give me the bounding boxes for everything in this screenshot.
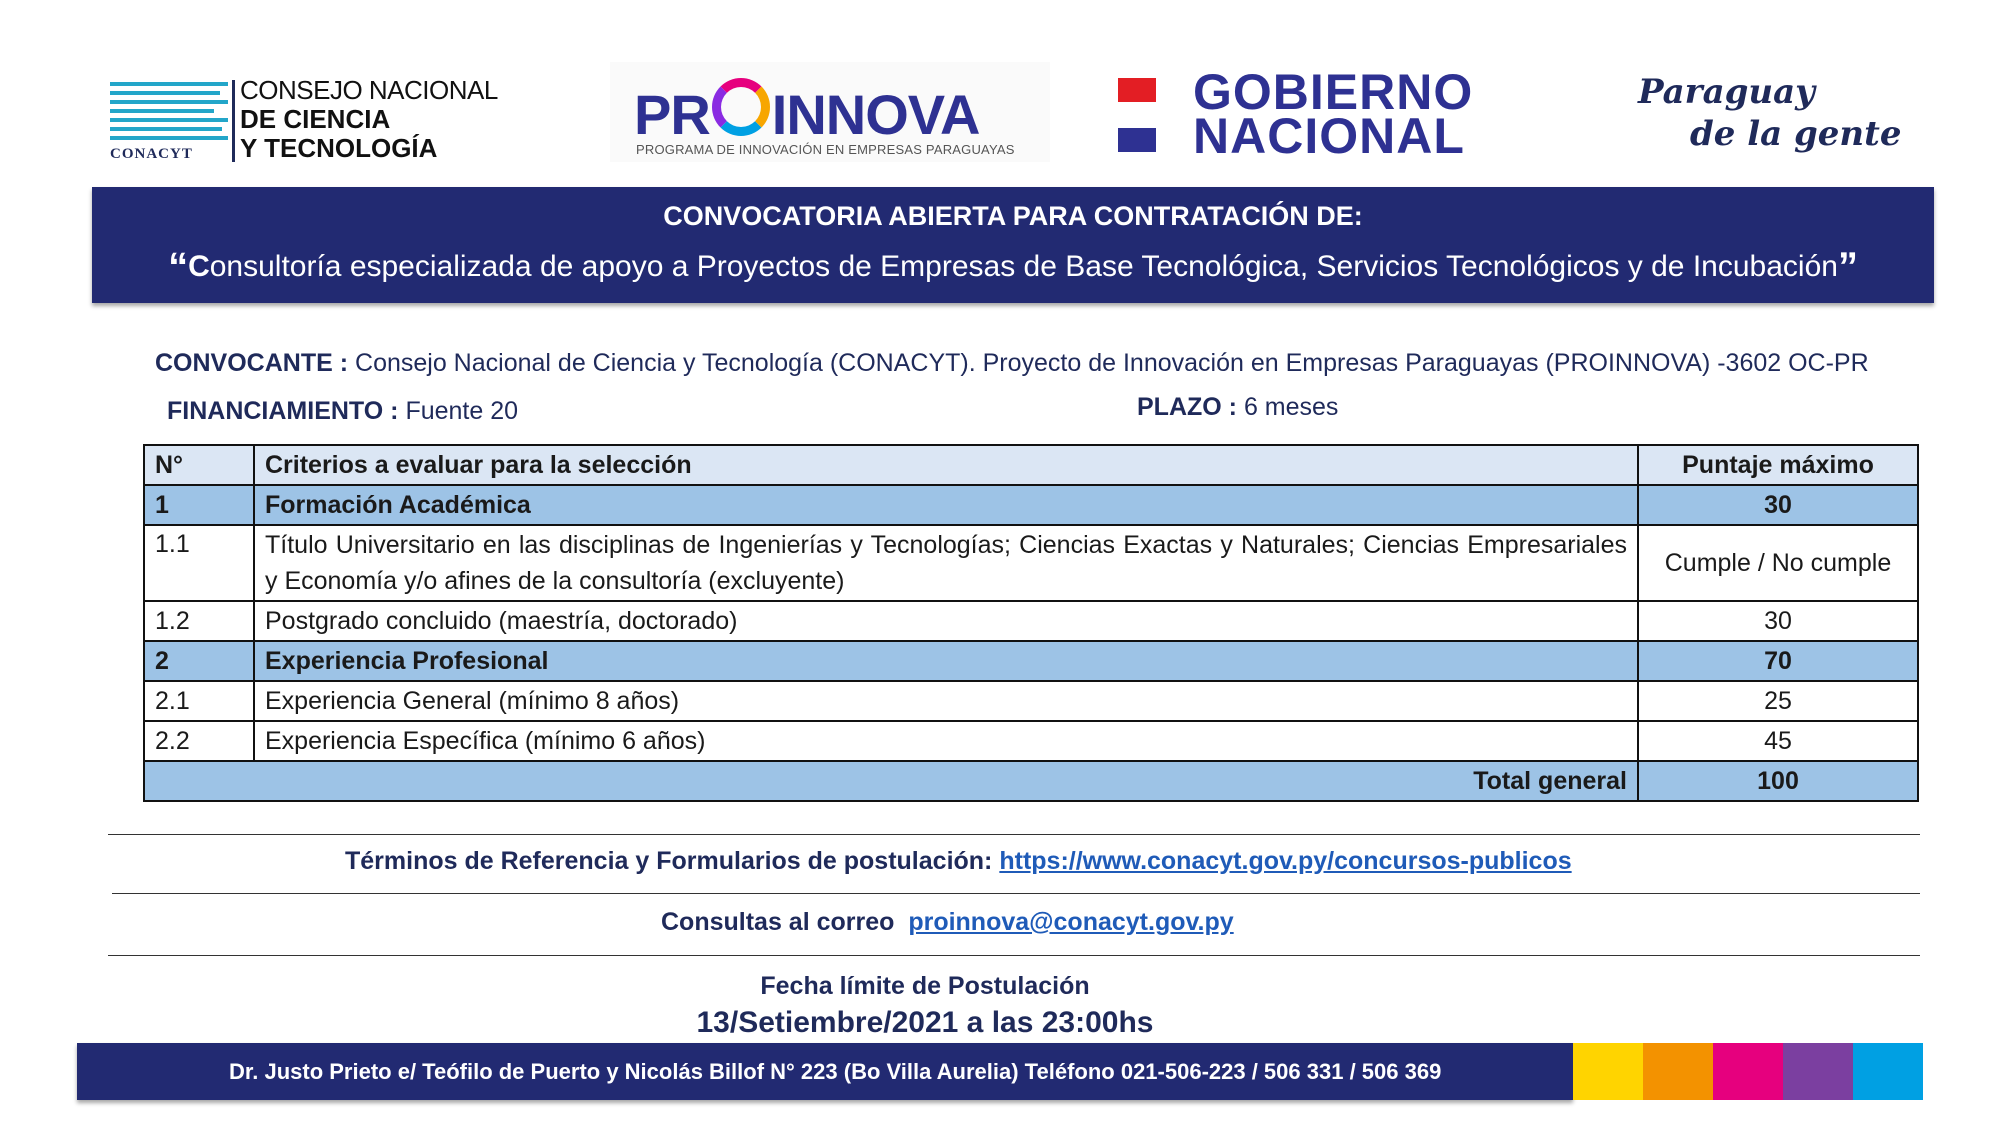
row-num: 2.2 xyxy=(144,721,254,761)
row-num: 2 xyxy=(144,641,254,681)
concursos-publicos-link[interactable]: https://www.conacyt.gov.py/concursos-publicos xyxy=(999,847,1572,875)
conacyt-divider xyxy=(232,80,235,162)
color-strip-purple xyxy=(1783,1043,1853,1100)
row-num: 2.1 xyxy=(144,681,254,721)
total-label: Total general xyxy=(144,761,1638,801)
row-criterion: Experiencia Específica (mínimo 6 años) xyxy=(254,721,1638,761)
header-score: Puntaje máximo xyxy=(1638,445,1918,485)
row-score: 30 xyxy=(1638,485,1918,525)
table-row xyxy=(144,485,1918,525)
color-strip-orange xyxy=(1643,1043,1713,1100)
table-row xyxy=(144,681,1918,721)
table-row xyxy=(144,721,1918,761)
row-score: 70 xyxy=(1638,641,1918,681)
gobierno-nacional-logo xyxy=(1118,64,1568,164)
row-criterion: Experiencia Profesional xyxy=(254,641,1638,681)
title-banner xyxy=(92,187,1934,303)
proinnova-ring-icon xyxy=(712,78,770,136)
conacyt-logo xyxy=(110,76,570,166)
proinnova-logo xyxy=(610,62,1050,162)
row-score: Cumple / No cumple xyxy=(1638,525,1918,601)
divider xyxy=(108,834,1920,835)
convocante-line: CONVOCANTE : Consejo Nacional de Ciencia y Tecnología (CONACYT). Proyecto de Innovación en Empresas Paraguayas (PROINNOVA) -3602 OC-PR xyxy=(155,349,1869,377)
color-strip-yellow xyxy=(1573,1043,1643,1100)
table-row xyxy=(144,525,1918,601)
table-row xyxy=(144,601,1918,641)
row-criterion: Formación Académica xyxy=(254,485,1638,525)
terminos-line: Términos de Referencia y Formularios de postulación: https://www.conacyt.gov.py/concursos-publicos xyxy=(345,847,1572,875)
row-score: 25 xyxy=(1638,681,1918,721)
row-score: 30 xyxy=(1638,601,1918,641)
deadline-value: 13/Setiembre/2021 a las 23:00hs xyxy=(696,1006,1154,1039)
table-row xyxy=(144,641,1918,681)
total-score: 100 xyxy=(1638,761,1918,801)
plazo-line: PLAZO : 6 meses xyxy=(1137,393,1339,421)
row-criterion: Título Universitario en las disciplinas de Ingenierías y Tecnologías; Ciencias Exactas y Naturales; Ciencias Empresariales y Economía y/o afines de la consultoría (excluyente) xyxy=(254,525,1638,601)
proinnova-name: PR INNOVA xyxy=(634,78,979,147)
conacyt-mark-icon xyxy=(110,82,230,154)
table-total-row xyxy=(144,761,1918,801)
banner-title: CONVOCATORIA ABIERTA PARA CONTRATACIÓN DE: xyxy=(663,201,1363,231)
header-criterion: Criterios a evaluar para la selección xyxy=(254,445,1638,485)
row-criterion: Experiencia General (mínimo 8 años) xyxy=(254,681,1638,721)
row-criterion: Postgrado concluido (maestría, doctorado) xyxy=(254,601,1638,641)
color-strip-magenta xyxy=(1713,1043,1783,1100)
flag-blue-block xyxy=(1118,128,1156,152)
flag-red-block xyxy=(1118,78,1156,102)
proinnova-subtitle: PROGRAMA DE INNOVACIÓN EN EMPRESAS PARAGUAYAS xyxy=(636,142,1015,157)
conacyt-name: CONSEJO NACIONAL DE CIENCIA Y TECNOLOGÍA xyxy=(240,75,498,163)
criteria-table xyxy=(143,444,1919,802)
color-strip-blue xyxy=(1853,1043,1923,1100)
row-num: 1.1 xyxy=(144,525,254,601)
consultas-line: Consultas al correo proinnova@conacyt.gov.py xyxy=(661,908,1234,936)
row-num: 1.2 xyxy=(144,601,254,641)
email-link[interactable]: proinnova@conacyt.gov.py xyxy=(908,908,1234,936)
financiamiento-line: FINANCIAMIENTO : Fuente 20 xyxy=(167,397,519,425)
deadline-label: Fecha límite de Postulación xyxy=(760,972,1090,1000)
row-num: 1 xyxy=(144,485,254,525)
header-num: N° xyxy=(144,445,254,485)
conacyt-wordmark: CONACYT xyxy=(110,146,193,162)
gobierno-text: GOBIERNO NACIONAL xyxy=(1193,64,1474,164)
table-header-row xyxy=(144,445,1918,485)
row-score: 45 xyxy=(1638,721,1918,761)
divider xyxy=(108,955,1920,956)
divider xyxy=(112,893,1920,894)
paraguay-de-la-gente-logo: Paraguay de la gente xyxy=(1638,72,1902,154)
footer-bar xyxy=(77,1043,1573,1100)
banner-subtitle: “Consultoría especializada de apoyo a Proyectos de Empresas de Base Tecnológica, Servicios Tecnológicos y de Incubación” xyxy=(168,245,1858,289)
footer-address: Dr. Justo Prieto e/ Teófilo de Puerto y Nicolás Billof N° 223 (Bo Villa Aurelia) Teléfono 021-506-223 / 506 331 / 506 369 xyxy=(229,1059,1442,1084)
